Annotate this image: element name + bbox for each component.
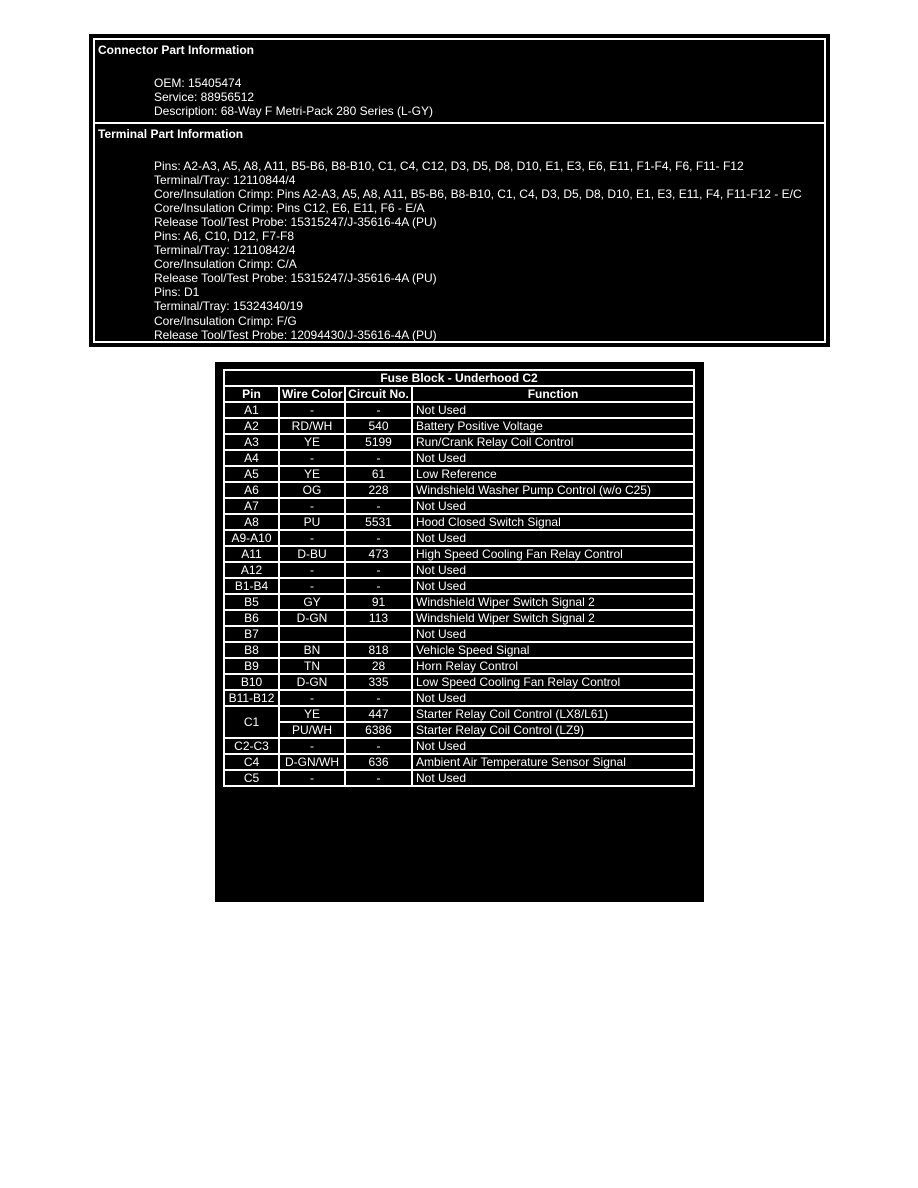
cell-circuit-no: 636 <box>345 754 412 770</box>
cell-function: Not Used <box>412 562 694 578</box>
cell-function: Run/Crank Relay Coil Control <box>412 434 694 450</box>
cell-function: Not Used <box>412 578 694 594</box>
cell-function: Not Used <box>412 690 694 706</box>
cell-wire-color: - <box>279 690 345 706</box>
cell-wire-color: D-GN <box>279 610 345 626</box>
cell-circuit-no: 540 <box>345 418 412 434</box>
cell-function: Not Used <box>412 402 694 418</box>
cell-wire-color: OG <box>279 482 345 498</box>
cell-function: High Speed Cooling Fan Relay Control <box>412 546 694 562</box>
cell-wire-color: YE <box>279 706 345 722</box>
cell-circuit-no: 5531 <box>345 514 412 530</box>
table-row <box>224 434 694 450</box>
table-row <box>224 418 694 434</box>
connector-info-line: Description: 68-Way F Metri-Pack 280 Series (L-GY) <box>154 104 433 118</box>
table-body <box>224 402 694 786</box>
cell-wire-color: - <box>279 498 345 514</box>
cell-circuit-no: 335 <box>345 674 412 690</box>
column-header-function: Function <box>412 386 694 402</box>
cell-circuit-no: - <box>345 770 412 786</box>
cell-circuit-no: 228 <box>345 482 412 498</box>
terminal-info-lines <box>154 159 802 342</box>
terminal-info-line: Terminal/Tray: 12110844/4 <box>154 173 296 188</box>
table-row <box>224 722 694 738</box>
cell-function: Windshield Wiper Switch Signal 2 <box>412 594 694 610</box>
terminal-info-line: Core/Insulation Crimp: Pins C12, E6, E11, F6 - E/A <box>154 201 425 216</box>
cell-circuit-no: 6386 <box>345 722 412 738</box>
cell-function: Windshield Wiper Switch Signal 2 <box>412 610 694 626</box>
connector-part-info-section <box>93 38 826 124</box>
fuse-block-table-panel <box>215 362 704 902</box>
cell-pin: B10 <box>224 674 279 690</box>
cell-circuit-no: - <box>345 578 412 594</box>
terminal-section-title: Terminal Part Information <box>98 127 244 141</box>
cell-circuit-no: 28 <box>345 658 412 674</box>
table-row <box>224 690 694 706</box>
cell-pin: B5 <box>224 594 279 610</box>
connector-info-line: OEM: 15405474 <box>154 76 242 90</box>
connector-info-line: Service: 88956512 <box>154 90 255 104</box>
cell-wire-color: - <box>279 530 345 546</box>
cell-pin: A4 <box>224 450 279 466</box>
cell-pin: B1-B4 <box>224 578 279 594</box>
cell-function: Starter Relay Coil Control (LZ9) <box>412 722 694 738</box>
cell-wire-color: GY <box>279 594 345 610</box>
cell-wire-color: - <box>279 578 345 594</box>
cell-pin: B6 <box>224 610 279 626</box>
cell-function: Low Reference <box>412 466 694 482</box>
cell-pin: A5 <box>224 466 279 482</box>
cell-wire-color: - <box>279 738 345 754</box>
cell-wire-color: RD/WH <box>279 418 345 434</box>
terminal-info-line: Release Tool/Test Probe: 15315247/J-35616-4A (PU) <box>154 271 437 286</box>
cell-circuit-no: - <box>345 450 412 466</box>
terminal-info-line: Release Tool/Test Probe: 15315247/J-35616-4A (PU) <box>154 215 437 230</box>
table-row <box>224 578 694 594</box>
cell-pin: A8 <box>224 514 279 530</box>
table-header-row <box>224 386 694 402</box>
cell-pin: B11-B12 <box>224 690 279 706</box>
cell-wire-color <box>279 626 345 642</box>
table-row <box>224 514 694 530</box>
cell-circuit-no: 91 <box>345 594 412 610</box>
cell-wire-color: D-BU <box>279 546 345 562</box>
cell-function: Not Used <box>412 498 694 514</box>
cell-pin: A6 <box>224 482 279 498</box>
cell-pin: A7 <box>224 498 279 514</box>
cell-function: Not Used <box>412 626 694 642</box>
cell-wire-color: YE <box>279 466 345 482</box>
column-header-wire-color: Wire Color <box>279 386 345 402</box>
cell-function: Not Used <box>412 450 694 466</box>
table-title-row <box>224 370 694 386</box>
cell-pin: C5 <box>224 770 279 786</box>
cell-pin: A12 <box>224 562 279 578</box>
cell-wire-color: - <box>279 562 345 578</box>
cell-function: Horn Relay Control <box>412 658 694 674</box>
connector-section-title: Connector Part Information <box>98 43 255 57</box>
connector-info-lines <box>154 76 433 118</box>
cell-pin: A9-A10 <box>224 530 279 546</box>
cell-function: Not Used <box>412 738 694 754</box>
part-info-panel <box>89 34 830 347</box>
cell-wire-color: D-GN/WH <box>279 754 345 770</box>
cell-function: Battery Positive Voltage <box>412 418 694 434</box>
table-row <box>224 674 694 690</box>
table-row <box>224 658 694 674</box>
table-row <box>224 498 694 514</box>
column-header-pin: Pin <box>224 386 279 402</box>
cell-circuit-no: - <box>345 562 412 578</box>
cell-wire-color: - <box>279 770 345 786</box>
cell-wire-color: PU <box>279 514 345 530</box>
terminal-info-line: Core/Insulation Crimp: C/A <box>154 257 297 272</box>
terminal-info-line: Pins: D1 <box>154 285 200 300</box>
terminal-info-line: Terminal/Tray: 15324340/19 <box>154 299 303 314</box>
cell-circuit-no: - <box>345 738 412 754</box>
column-header-circuit-no: Circuit No. <box>345 386 412 402</box>
table-row <box>224 754 694 770</box>
cell-circuit-no: 61 <box>345 466 412 482</box>
table-row <box>224 610 694 626</box>
cell-wire-color: BN <box>279 642 345 658</box>
cell-pin: C4 <box>224 754 279 770</box>
cell-circuit-no: - <box>345 498 412 514</box>
cell-pin: A1 <box>224 402 279 418</box>
cell-function: Starter Relay Coil Control (LX8/L61) <box>412 706 694 722</box>
cell-circuit-no: 447 <box>345 706 412 722</box>
table-row <box>224 546 694 562</box>
fuse-block-table <box>223 369 695 787</box>
table-row <box>224 594 694 610</box>
table-row <box>224 402 694 418</box>
cell-pin: A2 <box>224 418 279 434</box>
cell-circuit-no: 818 <box>345 642 412 658</box>
cell-pin: C1 <box>224 706 279 738</box>
cell-pin: B9 <box>224 658 279 674</box>
cell-function: Not Used <box>412 530 694 546</box>
table-row <box>224 466 694 482</box>
table-row <box>224 530 694 546</box>
cell-pin: B7 <box>224 626 279 642</box>
terminal-info-line: Core/Insulation Crimp: F/G <box>154 313 297 328</box>
terminal-info-line: Release Tool/Test Probe: 12094430/J-35616-4A (PU) <box>154 327 437 342</box>
cell-pin: B8 <box>224 642 279 658</box>
table-row <box>224 626 694 642</box>
cell-wire-color: PU/WH <box>279 722 345 738</box>
table-row <box>224 738 694 754</box>
cell-wire-color: D-GN <box>279 674 345 690</box>
cell-wire-color: - <box>279 450 345 466</box>
cell-circuit-no: 113 <box>345 610 412 626</box>
cell-wire-color: - <box>279 402 345 418</box>
terminal-info-line: Pins: A6, C10, D12, F7-F8 <box>154 229 295 244</box>
table-row <box>224 562 694 578</box>
terminal-info-line: Terminal/Tray: 12110842/4 <box>154 243 296 258</box>
cell-function: Ambient Air Temperature Sensor Signal <box>412 754 694 770</box>
cell-circuit-no: - <box>345 690 412 706</box>
cell-pin: C2-C3 <box>224 738 279 754</box>
cell-function: Windshield Washer Pump Control (w/o C25) <box>412 482 694 498</box>
cell-circuit-no: 473 <box>345 546 412 562</box>
cell-circuit-no: - <box>345 402 412 418</box>
cell-circuit-no <box>345 626 412 642</box>
table-row <box>224 770 694 786</box>
terminal-info-line: Core/Insulation Crimp: Pins A2-A3, A5, A8, A11, B5-B6, B8-B10, C1, C4, D3, D5, D8, D10, E1, E3, E11, F4, F11-F12 - E/C <box>154 187 802 202</box>
cell-wire-color: YE <box>279 434 345 450</box>
cell-function: Not Used <box>412 770 694 786</box>
cell-function: Vehicle Speed Signal <box>412 642 694 658</box>
cell-wire-color: TN <box>279 658 345 674</box>
cell-circuit-no: 5199 <box>345 434 412 450</box>
terminal-info-line: Pins: A2-A3, A5, A8, A11, B5-B6, B8-B10, C1, C4, C12, D3, D5, D8, D10, E1, E3, E6, E11, F1-F4, F6, F11- F12 <box>154 159 744 173</box>
table-row <box>224 642 694 658</box>
cell-circuit-no: - <box>345 530 412 546</box>
table-title: Fuse Block - Underhood C2 <box>224 370 694 386</box>
cell-pin: A3 <box>224 434 279 450</box>
cell-function: Low Speed Cooling Fan Relay Control <box>412 674 694 690</box>
table-row <box>224 706 694 722</box>
cell-pin: A11 <box>224 546 279 562</box>
table-row <box>224 482 694 498</box>
table-row <box>224 450 694 466</box>
cell-function: Hood Closed Switch Signal <box>412 514 694 530</box>
terminal-part-info-section <box>93 124 826 343</box>
